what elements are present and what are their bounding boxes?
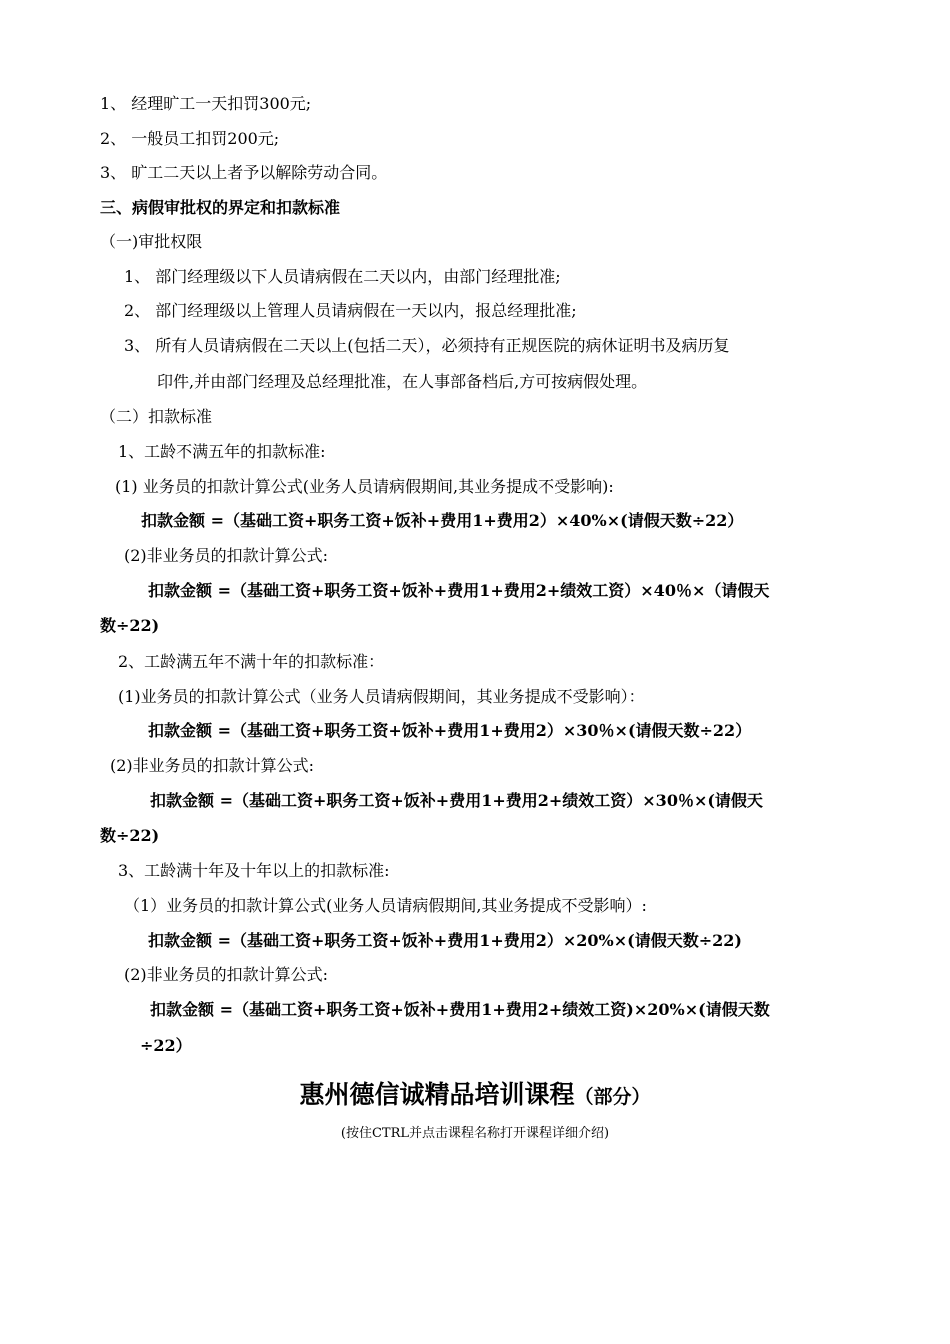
rule-line: 2、 部门经理级以上管理人员请病假在一天以内，报总经理批准;: [124, 301, 577, 320]
rule-line: （1）业务员的扣款计算公式(业务人员请病假期间,其业务提成不受影响）:: [124, 896, 647, 915]
rule-line: 2、工龄满五年不满十年的扣款标准：: [118, 652, 385, 671]
subsection-heading: （一)审批权限: [100, 232, 203, 251]
rule-line: 2、 一般员工扣罚200元;: [100, 129, 280, 148]
rule-line: 1、 经理旷工一天扣罚300元;: [100, 94, 312, 113]
subsection-heading: （二）扣款标准: [100, 407, 213, 426]
rule-line: 3、工龄满十年及十年以上的扣款标准:: [118, 861, 390, 880]
formula-line: 扣款金额 =（基础工资+职务工资+饭补+费用1+费用2+绩效工资）×40％×（请假天: [148, 581, 770, 600]
formula-line: 扣款金额 =（基础工资+职务工资+饭补+费用1+费用2+绩效工资）×30％×(请假天: [150, 791, 763, 810]
rule-line: (2)非业务员的扣款计算公式:: [124, 965, 329, 984]
ctrl-click-note: (按住CTRL并点击课程名称打开课程详细介绍): [340, 1126, 610, 1141]
rule-line: 3、 所有人员请病假在二天以上(包括二天），必须持有正规医院的病休证明书及病历复: [124, 336, 730, 355]
formula-line-continued: ÷22）: [140, 1036, 192, 1055]
formula-line-continued: 数÷22): [100, 616, 160, 635]
rule-line: (1) 业务员的扣款计算公式(业务人员请病假期间,其业务提成不受影响):: [115, 477, 614, 496]
rule-line: 3、 旷工二天以上者予以解除劳动合同。: [100, 163, 388, 182]
formula-line-continued: 数÷22): [100, 826, 160, 845]
formula-line: 扣款金额 =（基础工资+职务工资+饭补+费用1+费用2+绩效工资)×20%×(请假天数: [150, 1000, 770, 1019]
section-heading: 三、病假审批权的界定和扣款标准: [100, 198, 341, 217]
rule-line: (2)非业务员的扣款计算公式:: [110, 756, 315, 775]
course-title: [0, 1075, 950, 1111]
course-title-main: 惠州德信诚精品培训课程: [299, 1080, 575, 1109]
rule-line: 1、工龄不满五年的扣款标准:: [118, 442, 326, 461]
rule-line: 1、 部门经理级以下人员请病假在二天以内，由部门经理批准;: [124, 267, 561, 286]
rule-line-continued: 印件,并由部门经理及总经理批准，在人事部备档后,方可按病假处理。: [157, 372, 648, 391]
formula-line: 扣款金额 =（基础工资+职务工资+饭补+费用1+费用2）×30％×(请假天数÷22）: [148, 721, 752, 740]
course-title-sub: （部分）: [574, 1086, 651, 1108]
rule-line: (1)业务员的扣款计算公式（业务人员请病假期间，其业务提成不受影响）：: [118, 687, 645, 706]
formula-line: 扣款金额 =（基础工资+职务工资+饭补+费用1+费用2）×20%×(请假天数÷22): [148, 931, 742, 950]
formula-line: 扣款金额 =（基础工资+职务工资+饭补+费用1+费用2）×40%×(请假天数÷22）: [141, 511, 744, 530]
rule-line: (2)非业务员的扣款计算公式:: [124, 546, 329, 565]
